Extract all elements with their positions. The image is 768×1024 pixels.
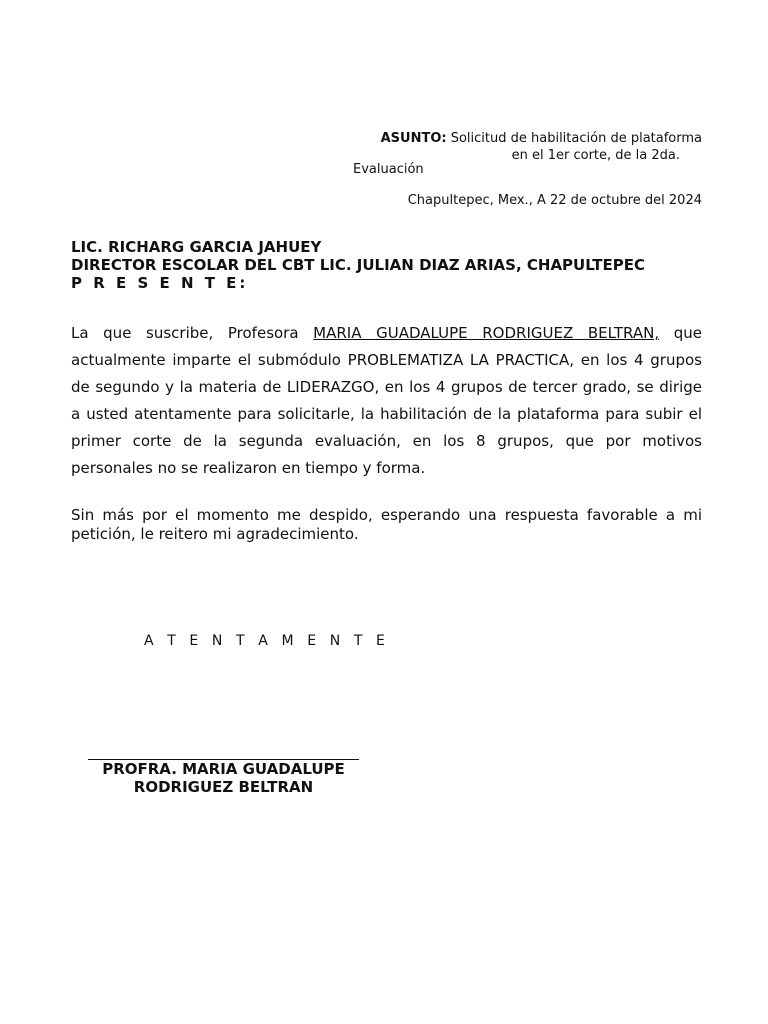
- place-date: Chapultepec, Mex., A 22 de octubre del 2024: [407, 193, 702, 208]
- subject-text: Solicitud de habilitación de plataforma: [446, 131, 702, 146]
- body-lead: La que suscribe, Profesora: [71, 324, 314, 342]
- signature-line-2: RODRIGUEZ BELTRAN: [133, 778, 314, 796]
- body-paragraph: [71, 320, 702, 482]
- subject-line: [0, 130, 702, 147]
- subject-label: ASUNTO:: [380, 131, 447, 146]
- recipient-name: LIC. RICHARG GARCIA JAHUEY: [71, 238, 322, 256]
- presente-heading: P R E S E N T E:: [71, 274, 249, 292]
- closing-paragraph: Sin más por el momento me despido, esperando una respuesta favorable a mi petición, le reitero mi agradecimiento.: [71, 506, 702, 543]
- body-rest: que actualmente imparte el submódulo PROBLEMATIZA LA PRACTICA, en los 4 grupos de segundo y la materia de LIDERAZGO, en los 4 grupos de tercer grado, se dirige a usted atentamente para solicitarle, la habilitación de la plataforma para subir el primer corte de la segunda evaluación, en los 8 grupos, que por motivos personales no se realizaron en tiempo y forma.: [71, 324, 702, 477]
- subject-continuation-2: Evaluación: [353, 162, 424, 177]
- signature-name: [88, 760, 359, 796]
- subject-continuation: en el 1er corte, de la 2da.: [511, 148, 680, 163]
- atentamente-heading: A T E N T A M E N T E: [144, 633, 390, 649]
- signature-line-1: PROFRA. MARIA GUADALUPE: [102, 760, 345, 778]
- recipient-position: DIRECTOR ESCOLAR DEL CBT LIC. JULIAN DIAZ ARIAS, CHAPULTEPEC: [71, 256, 646, 274]
- teacher-name: MARIA GUADALUPE RODRIGUEZ BELTRAN,: [313, 324, 660, 342]
- recipient-block: [71, 238, 645, 292]
